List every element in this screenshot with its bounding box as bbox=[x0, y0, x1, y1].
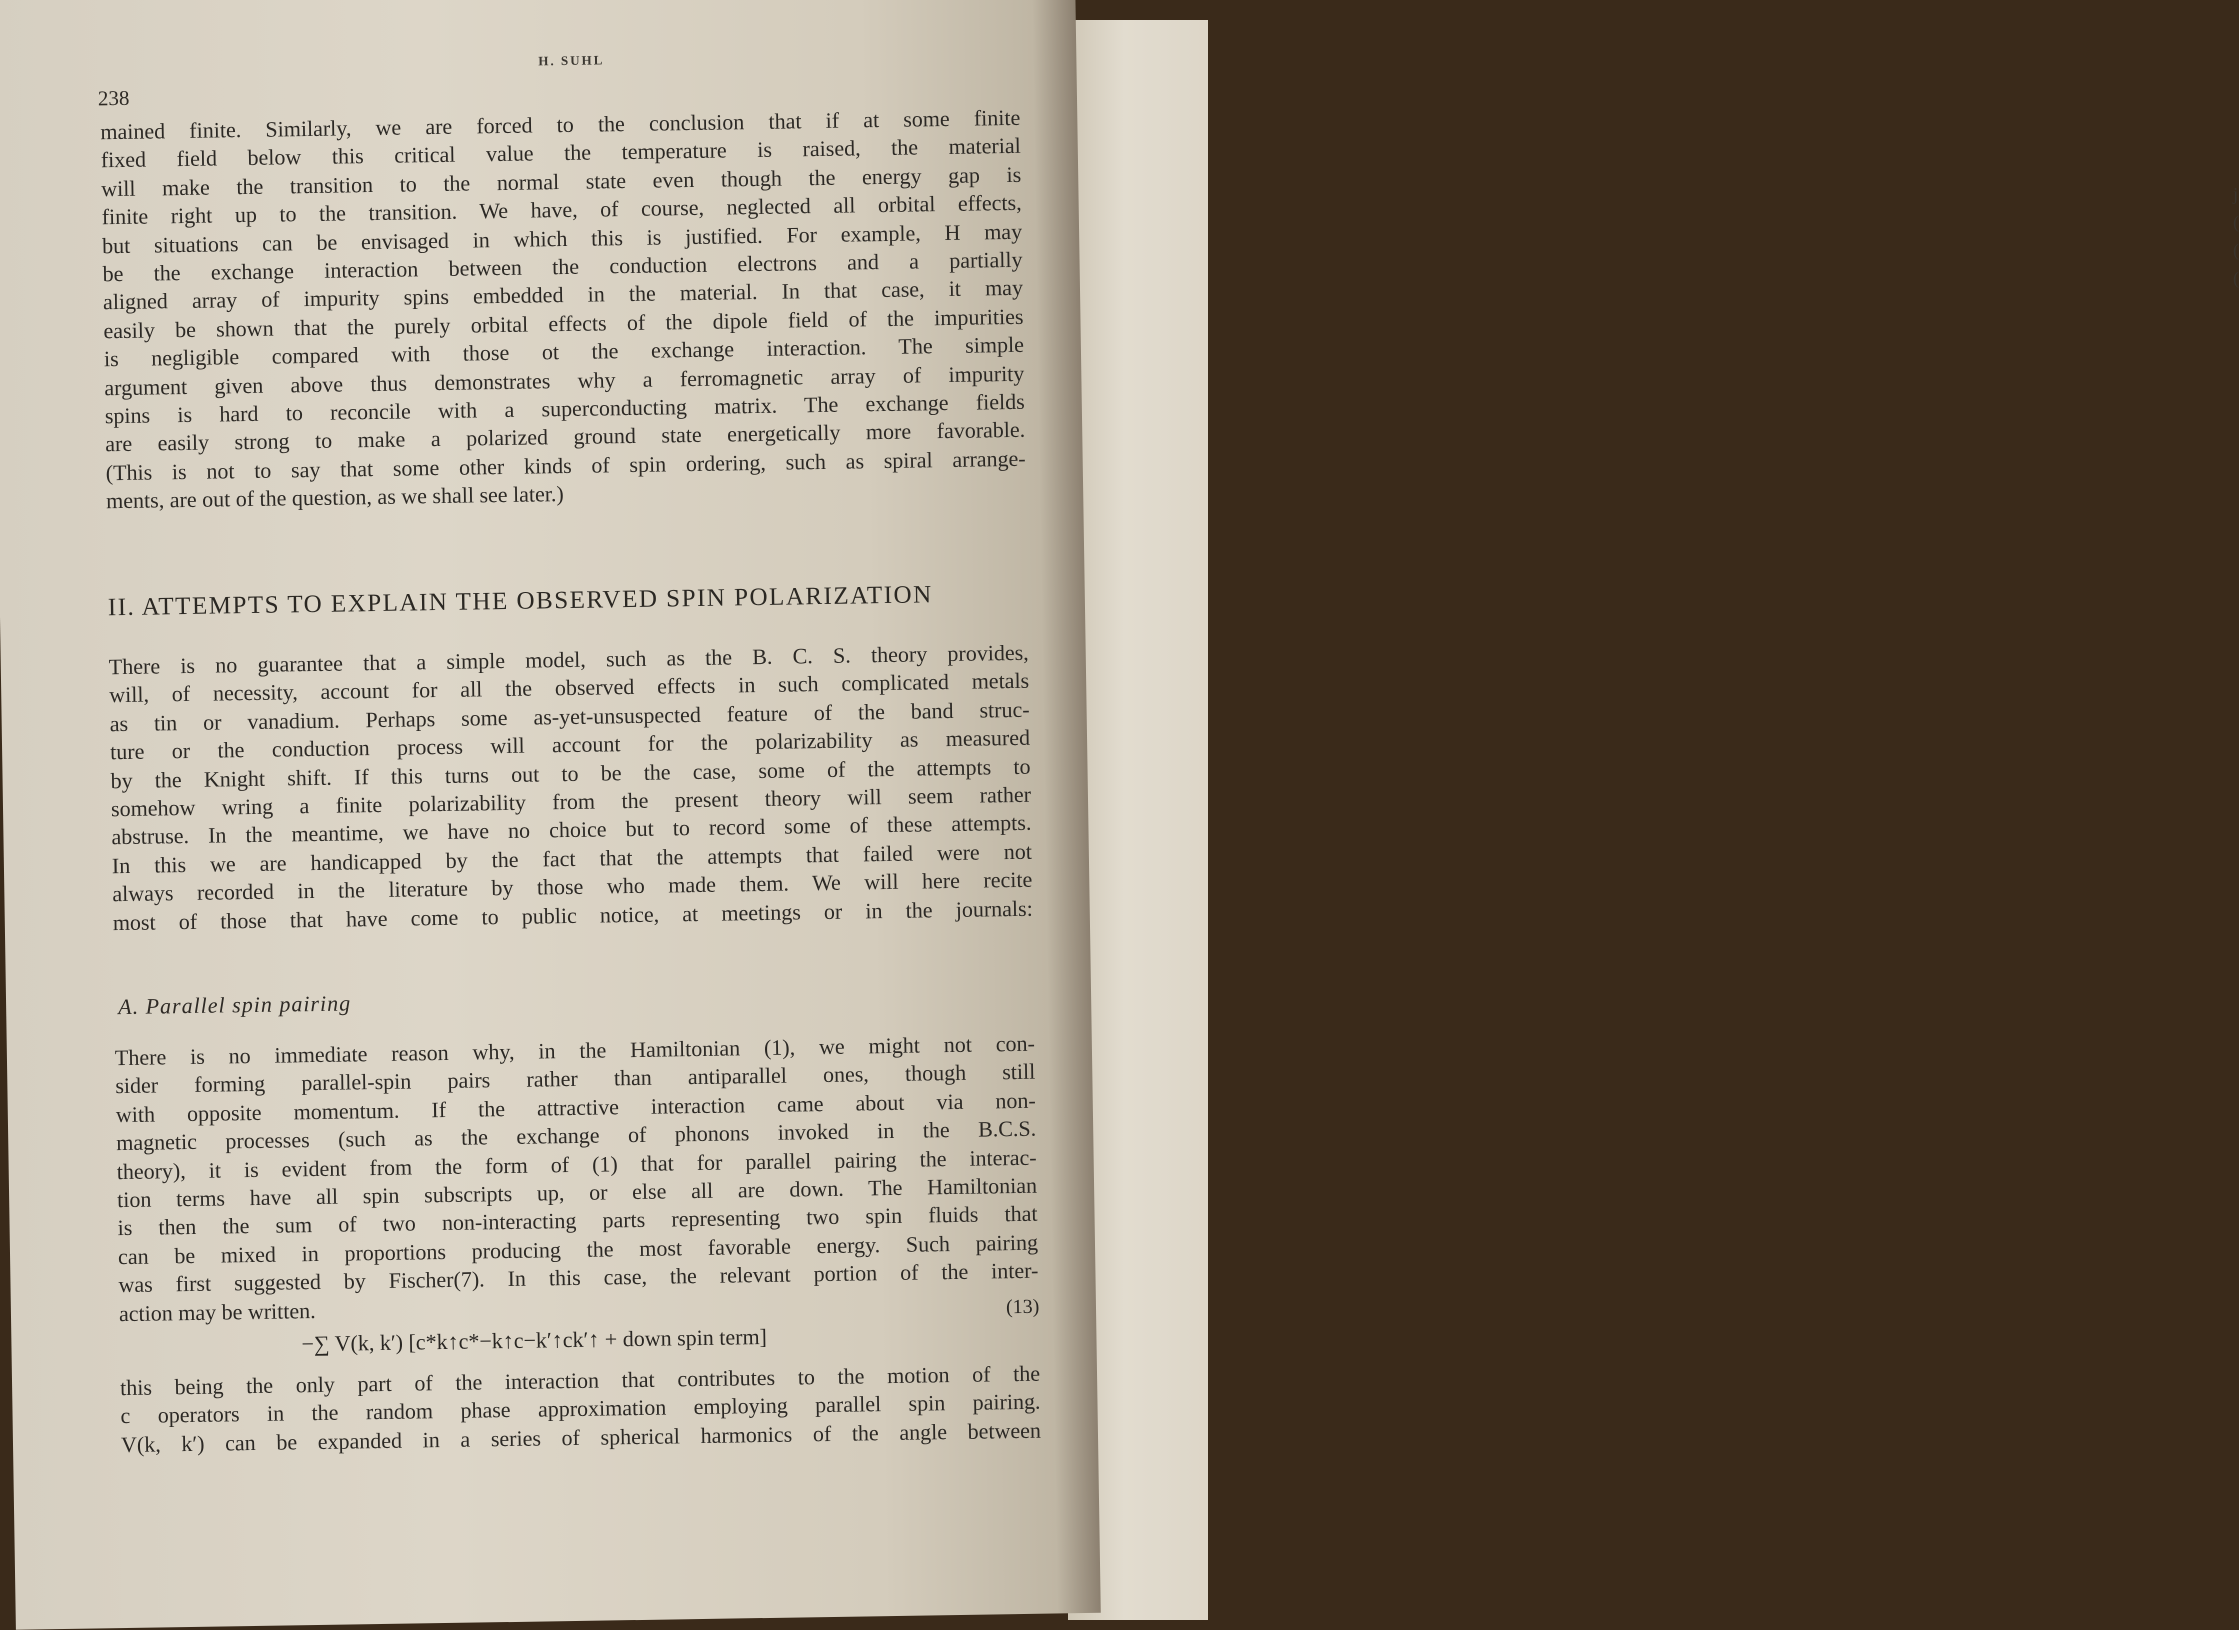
paragraph-4 bbox=[120, 1360, 1041, 1460]
text-line: somehow wring a finite polarizability from the present theory will seem rather bbox=[110, 781, 1032, 822]
running-head: H. SUHL bbox=[538, 52, 605, 69]
text-line: be the exchange interaction between the conduction electrons and a partially bbox=[102, 246, 1023, 287]
text-line: ture or the conduction process will account for the polarizability as measured bbox=[109, 724, 1031, 765]
text-line: with opposite momentum. If the attractive interaction came about via non- bbox=[115, 1087, 1036, 1127]
text-line: always recorded in the literature by those who made them. We will here recite bbox=[112, 866, 1033, 907]
text-line: most of those that have come to public notice, at meetings or in the journals: bbox=[112, 895, 1033, 935]
equation-number: (13) bbox=[1005, 1295, 1040, 1319]
book-page bbox=[0, 0, 1101, 1630]
text-line: fixed field below this critical value the temperature is raised, the material bbox=[100, 133, 1021, 173]
facing-page-edge-text bbox=[2233, 180, 2239, 292]
facing-mark: ( bbox=[2233, 212, 2239, 232]
text-line: V(k, k′) can be expanded in a series of spherical harmonics of the angle between bbox=[120, 1417, 1042, 1457]
facing-mark: ( bbox=[2233, 240, 2239, 260]
text-line: There is no immediate reason why, in the Hamiltonian (1), we might not con- bbox=[114, 1030, 1036, 1071]
text-line: argument given above thus demonstrates why a ferromagnetic array of impurity bbox=[104, 360, 1025, 400]
text-line: ments, are out of the question, as we shall see later.) bbox=[106, 481, 564, 514]
equation: −∑ V(k, k′) [c*k↑c*−k↑c−k′↑ck′↑ + down spin term] bbox=[301, 1323, 768, 1357]
text-line: but situations can be envisaged in which this is justified. For example, H may bbox=[101, 218, 1023, 258]
text-line: aligned array of impurity spins embedded in the material. In that case, it may bbox=[102, 275, 1024, 315]
text-line: theory), it is evident from the form of (1) that for parallel pairing the interac- bbox=[116, 1144, 1037, 1184]
text-line: easily be shown that the purely orbital effects of the dipole field of the impurities bbox=[103, 303, 1024, 344]
text-line: can be mixed in proportions producing the most favorable energy. Such pairing bbox=[117, 1229, 1039, 1269]
text-line: is negligible compared with those ot the exchange interaction. The simple bbox=[103, 332, 1025, 372]
text-line: by the Knight shift. If this turns out to be the case, some of the attempts to bbox=[110, 753, 1031, 793]
text-line: action may be written. bbox=[118, 1297, 316, 1326]
subsection-heading: A. Parallel spin pairing bbox=[117, 990, 352, 1020]
text-line: will, of necessity, account for all the observed effects in such complicated metals bbox=[109, 668, 1030, 708]
text-line: finite right up to the transition. We have, of course, neglected all orbital effects, bbox=[101, 190, 1022, 230]
text-line: magnetic processes (such as the exchange of phonons invoked in the B.C.S. bbox=[116, 1115, 1037, 1156]
text-line: sider forming parallel-spin pairs rather than antiparallel ones, though still bbox=[115, 1059, 1036, 1099]
text-line: abstruse. In the meantime, we have no choice but to record some of these attempts. bbox=[111, 810, 1032, 850]
text-line: this being the only part of the interaction that contributes to the motion of the bbox=[119, 1360, 1041, 1401]
page-number: 238 bbox=[97, 85, 130, 111]
text-line: is then the sum of two non-interacting parts representing two spin fluids that bbox=[117, 1201, 1038, 1241]
text-line: will make the transition to the normal state even though the energy gap is bbox=[101, 161, 1022, 202]
text-line: (This is not to say that some other kinds of spin ordering, such as spiral arrange- bbox=[105, 445, 1026, 486]
text-line: as tin or vanadium. Perhaps some as-yet-unsuspected feature of the band struc- bbox=[109, 696, 1030, 737]
text-line: was first suggested by Fischer(7). In this case, the relevant portion of the inter- bbox=[118, 1257, 1039, 1298]
paragraph-3 bbox=[115, 1030, 1039, 1328]
paragraph-2 bbox=[109, 639, 1033, 937]
text-line: spins is hard to reconcile with a superconducting matrix. The exchange fields bbox=[104, 388, 1025, 429]
text-line: tion terms have all spin subscripts up, or else all are down. The Hamiltonian bbox=[116, 1172, 1038, 1213]
section-heading: II. ATTEMPTS TO EXPLAIN THE OBSERVED SPIN POLARIZATION bbox=[107, 581, 933, 622]
facing-mark: j bbox=[2233, 184, 2239, 204]
text-line: are easily strong to make a polarized ground state energetically more favorable. bbox=[105, 417, 1026, 457]
paragraph-1 bbox=[100, 104, 1026, 516]
text-line: c operators in the random phase approximation employing parallel spin pairing. bbox=[120, 1389, 1041, 1429]
text-line: mained finite. Similarly, we are forced to the conclusion that if at some finite bbox=[100, 104, 1021, 145]
text-line: In this we are handicapped by the fact that the attempts that failed were not bbox=[111, 838, 1033, 879]
text-line: There is no guarantee that a simple model, such as the B. C. S. theory provides, bbox=[108, 639, 1029, 680]
facing-mark: ( bbox=[2233, 268, 2239, 288]
